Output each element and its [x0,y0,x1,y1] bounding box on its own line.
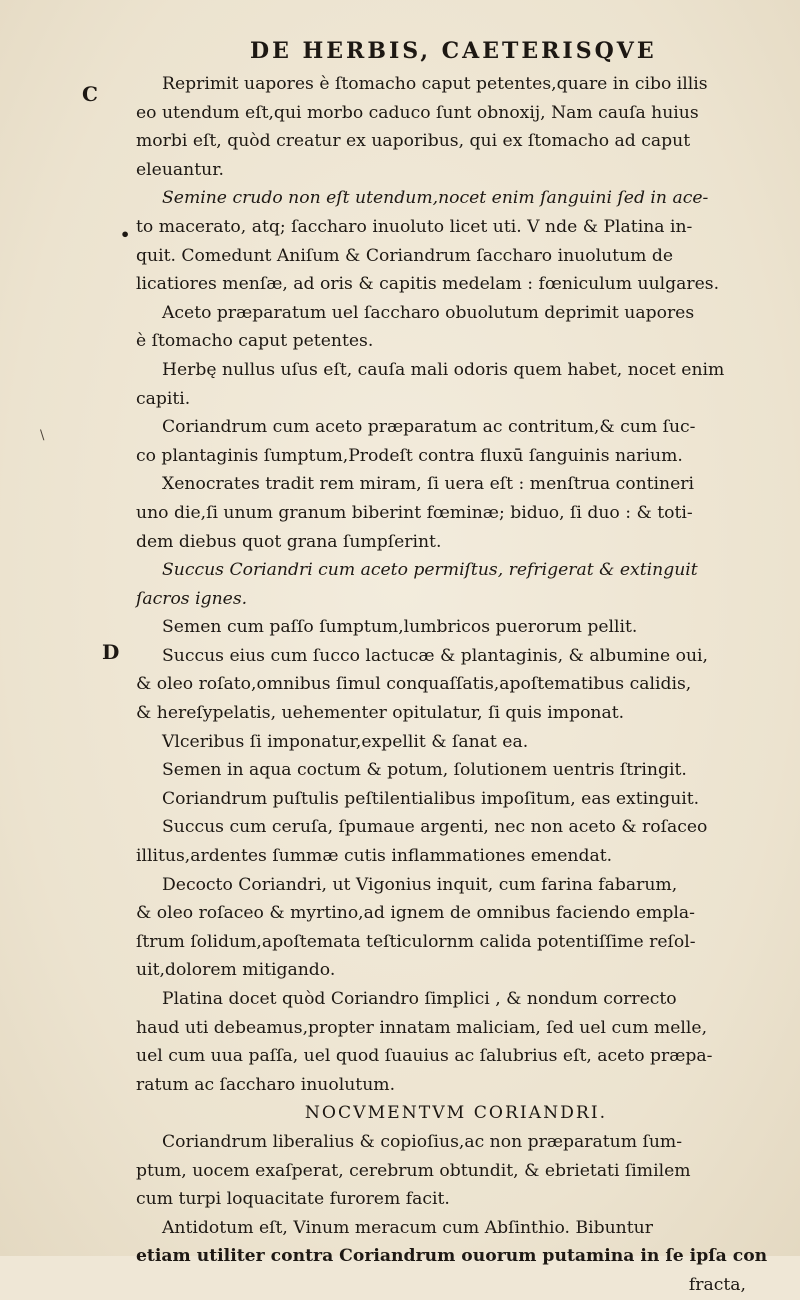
text-line: Platina docet quòd Coriandro ſimplici , & nondum correcto [162,989,677,1009]
text-line: Succus Coriandri cum aceto permiſtus, refrigerat & extinguit [162,560,698,581]
text-line: co plantaginis ſumptum,Prodeſt contra fluxū ſanguinis narium. [136,445,683,466]
text-line: Coriandrum puſtulis peſtilentialibus impoſitum, eas extinguit. [162,788,700,809]
text-line: Succus cum ceruſa, ſpumaue argenti, nec non aceto & roſaceo [162,817,708,838]
text-line: Antidotum eſt, Vinum meracum cum Abſinthio. Bibuntur [162,1217,653,1238]
text-line: ſtrum ſolidum,apoſtemata teſticulornm calida potentiſſime reſol- [136,931,696,952]
text-line: Vlceribus ſi imponatur,expellit & ſanat ea. [162,731,529,752]
text-line: morbi eſt, quòd creatur ex uaporibus, qui ex ſtomacho ad caput [136,131,691,152]
text-line: Coriandrum cum aceto præparatum ac contritum,& cum ſuc- [162,417,696,438]
text-line: dem diebus quot grana ſumpſerint. [136,531,442,552]
running-head: DE HERBIS, CAETERISQVE [250,38,657,64]
text-line: to macerato, atq; ſaccharo inuoluto licet uti. V nde & Platina in- [136,216,693,237]
text-line: Succus eius cum ſucco lactucæ & plantaginis, & albumine oui, [162,645,709,666]
text-line: Aceto præparatum uel ſaccharo obuolutum deprimit uapores [162,302,695,323]
text-line: Semen cum paſſo ſumptum,lumbricos puerorum pellit. [162,617,638,638]
section-heading: NOCVMENTVM CORIANDRI. [304,1103,608,1124]
text-line: ratum ac ſaccharo inuolutum. [136,1074,396,1095]
text-line: Reprimit uapores è ſtomacho caput petentes,quare in cibo illis [162,74,708,94]
margin-letter-c: C [82,82,98,106]
text-line: eleuantur. [136,159,224,180]
body-text [136,70,776,1300]
text-line: & oleo roſaceo & myrtino,ad ignem de omnibus faciendo empla- [136,903,695,924]
text-line: Coriandrum liberalius & copioſius,ac non præparatum ſum- [162,1131,682,1152]
text-line: etiam utiliter contra Coriandrum ouorum putamina in ſe ipſa con [136,1246,768,1267]
text-line: capiti. [136,388,191,409]
text-line: Herbę nullus uſus eſt, cauſa mali odoris quem habet, nocet enim [162,359,725,380]
text-line: Semen in aqua coctum & potum, ſolutionem uentris ſtringit. [162,760,687,781]
text-line: quit. Comedunt Aniſum & Coriandrum ſaccharo inuolutum de [136,245,674,266]
text-line: Decocto Coriandri, ut Vigonius inquit, cum farina fabarum, [162,874,678,895]
text-line: illitus,ardentes ſummæ cutis inflammationes emendat. [136,846,613,867]
text-line: ptum, uocem exaſperat, cerebrum obtundit, & ebrietati ſimilem [136,1160,691,1181]
text-line: uel cum uua paſſa, uel quod ſuauius ac ſalubrius eſt, aceto præpa- [136,1046,713,1067]
text-line: fracta, [688,1274,746,1295]
text-line: & oleo roſato,omnibus ſimul conquaſſatis,apoſtematibus calidis, [136,674,692,695]
text-line: è ſtomacho caput petentes. [136,331,374,352]
text-line: & hereſypelatis, uehementer opitulatur, ſi quis imponat. [136,703,625,724]
margin-tick: \ [40,428,45,443]
text-line: Semine crudo non eſt utendum,nocet enim ſanguini ſed in ace- [162,188,709,209]
text-line: uit,dolorem mitigando. [136,960,336,981]
margin-letter-d: D [102,640,120,664]
text-line: eo utendum eſt,qui morbo caduco ſunt obnoxij, Nam cauſa huius [136,102,699,123]
text-line: uno die,ſi unum granum biberint fœminæ; biduo, ſi duo : & toti- [136,502,693,523]
text-line: ſacros ignes. [136,588,248,609]
text-line: cum turpi loquacitate furorem facit. [136,1189,450,1210]
text-line: Xenocrates tradit rem miram, ſi uera eſt : menſtrua contineri [162,474,694,495]
text-line: haud uti debeamus,propter innatam maliciam, ſed uel cum melle, [136,1017,708,1038]
margin-dot: • [120,225,131,244]
text-line: licatiores menſæ, ad oris & capitis medelam : fœniculum uulgares. [136,274,720,295]
